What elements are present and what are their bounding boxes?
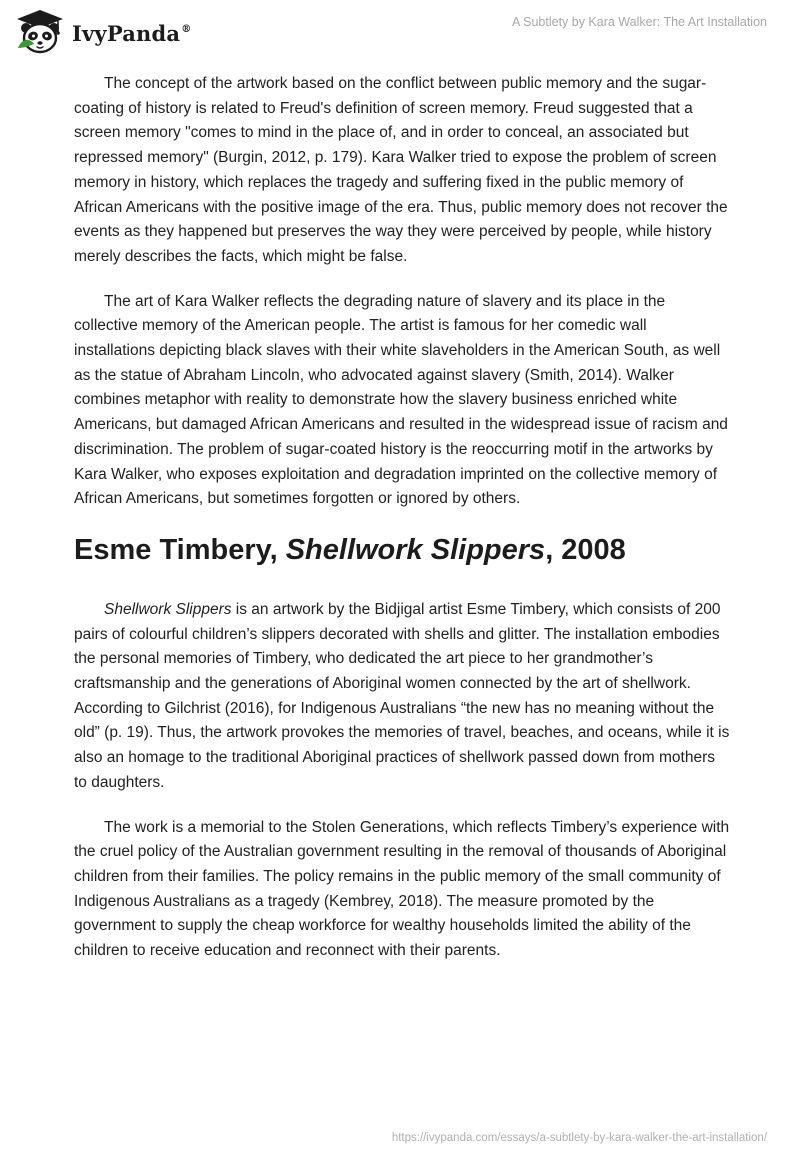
paragraph-kara-walker-art: The art of Kara Walker reflects the degrading nature of slavery and its place in the collective memory of the American people. The artist is famous for her comedic wall installations depicting black slaves with their white slaveholders in the American South, as well as the statue of Abraham Lincoln, who advocated against slavery (Smith, 2014). Walker combines metaphor with reality to demonstrate how the slavery business enriched white Americans, but damaged African Americans and resulted in the widespread issue of racism and discrimination. The problem of sugar-coated history is the reoccurring motif in the artworks by Kara Walker, who exposes exploitation and degradation imprinted on the collective memory of African Americans, but sometimes forgotten or ignored by others.	[74, 292, 728, 508]
page-header	[0, 0, 800, 64]
logo-wordmark	[72, 21, 191, 46]
heading-year: , 2008	[545, 533, 626, 566]
paragraph-shellwork-text: is an artwork by the Bidjigal artist Esme Timbery, which consists of 200 pairs of colourful children’s slippers decorated with shells and glitter. The installation embodies the personal memories of Timbery, who dedicated the art piece to her grandmother’s craftsmanship and the generations of Aboriginal women connected by the art of shellwork. According to Gilchrist (2016), for Indigenous Australians “the new has no meaning without the old” (p. 19). Thus, the artwork provokes the memories of travel, beaches, and oceans, while it is also an homage to the traditional Aboriginal practices of shellwork passed down from mothers to daughters.	[74, 600, 730, 791]
source-url[interactable]: https://ivypanda.com/essays/a-subtlety-by-kara-walker-the-art-installation/	[391, 1132, 767, 1144]
paragraph-screen-memory: The concept of the artwork based on the conflict between public memory and the sugar-coating of history is related to Freud's definition of screen memory. Freud suggested that a screen memory "comes to mind in the place of, and in order to conceal, an associated but repressed memory" (Burgin, 2012, p. 179). Kara Walker tried to expose the problem of screen memory in history, which replaces the tragedy and suffering fixed in the public memory of African Americans with the positive image of the era. Thus, public memory does not recover the events as they happened but preserves the way they were perceived by people, while history merely describes the facts, which might be false.	[74, 75, 728, 265]
panda-graduation-cap-icon	[14, 8, 66, 56]
section-heading	[74, 532, 730, 568]
ivypanda-logo[interactable]	[14, 8, 191, 56]
work-title-italic: Shellwork Slippers	[104, 600, 232, 618]
registered-mark: ®	[181, 23, 192, 35]
paragraph-stolen-generations: The work is a memorial to the Stolen Generations, which reflects Timbery’s experience with the cruel policy of the Australian government resulting in the removal of thousands of Aboriginal children from their families. The policy remains in the public memory of the small community of Indigenous Australians as a tragedy (Kembrey, 2018). The measure promoted by the government to supply the cheap workforce for wealthy households limited the ability of the children to receive education and reconnect with their parents.	[74, 818, 730, 960]
heading-artist: Esme Timbery,	[74, 533, 286, 566]
brand-name: IvyPanda	[72, 20, 181, 46]
essay-content	[74, 72, 730, 984]
paragraph-shellwork-slippers	[74, 598, 730, 796]
heading-work-title: Shellwork Slippers	[285, 533, 546, 566]
document-title: A Subtlety by Kara Walker: The Art Installation	[512, 15, 767, 29]
